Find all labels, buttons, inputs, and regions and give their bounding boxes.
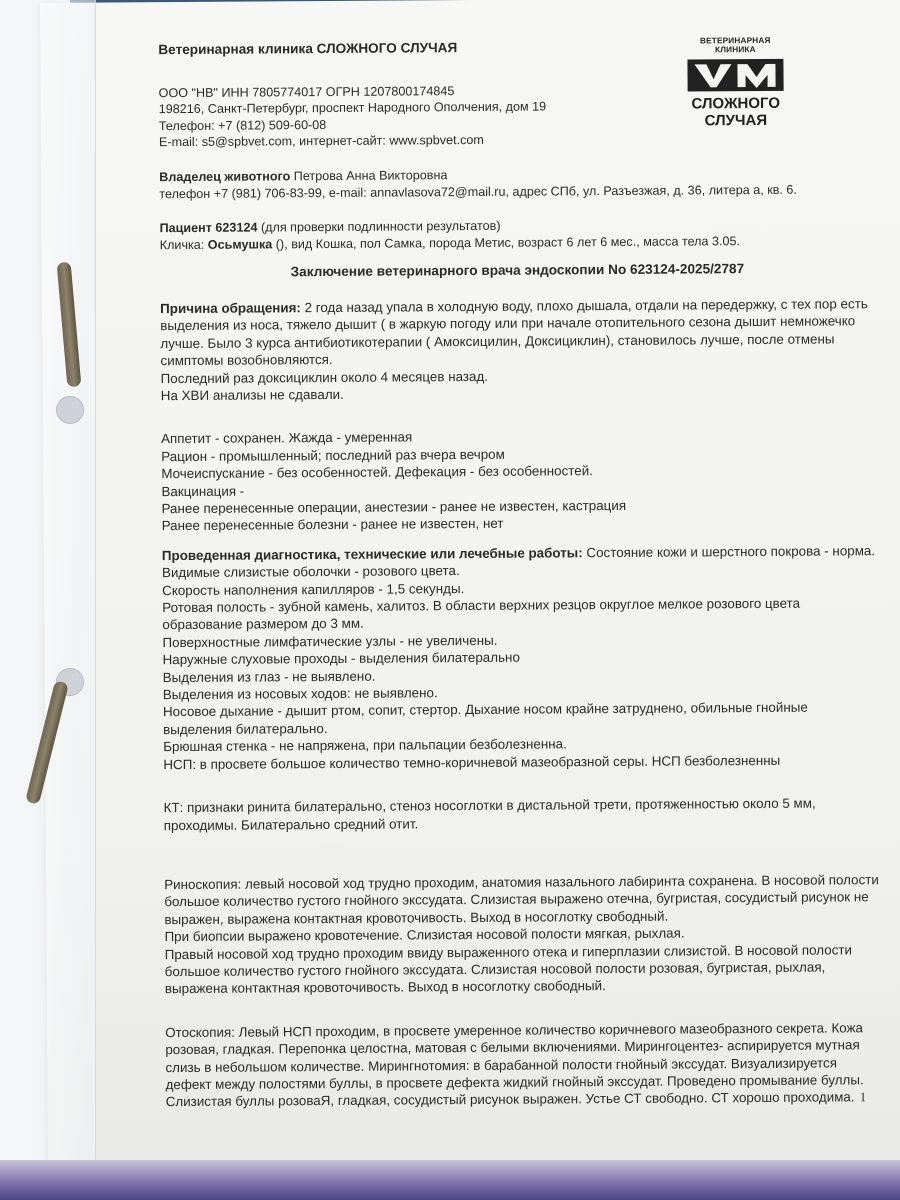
- clinic-phone: Телефон: +7 (812) 509-60-08: [158, 117, 327, 133]
- anamnesis-line: Вакцинация -: [161, 483, 245, 499]
- patient-note: (для проверки подлинности результатов): [257, 218, 501, 235]
- clinic-contacts: E-mail: s5@spbvet.com, интернет-сайт: www.spbvet.com: [158, 133, 484, 150]
- anamnesis-line: Ранее перенесенные операции, анестезии - ранее не известен, кастрация: [161, 497, 627, 517]
- owner-label: Владелец животного: [159, 169, 291, 185]
- diagnostics-section: [162, 542, 879, 773]
- nick-label: Кличка:: [159, 237, 208, 252]
- owner-contacts: телефон +7 (981) 706-83-99, e-mail: annavlasova72@mail.ru, адрес СПб, ул. Разъезжая, д. 36, литера а, кв. 6.: [159, 182, 797, 201]
- clinic-name: Ветеринарная клиника СЛОЖНОГО СЛУЧАЯ: [158, 40, 458, 58]
- diagnostics-line: Выделения из глаз - не выявлено.: [162, 668, 376, 685]
- rhinoscopy-section: [164, 871, 880, 998]
- reason-text: [160, 295, 875, 370]
- diagnostics-line: Поверхностные лимфатические узлы - не увеличены.: [162, 632, 498, 651]
- reason-body: 2 года назад упала в холодную воду, плохо дышала, отдали на передержку, с тех пор есть выделения из носа, тяжело дышит ( в жаркую погоду или при начале отопительного сезона дышит немножечко лучше. Было 3 курса антибиотикотерапии ( Амоксицилин, Доксициклин), становилось лучше, после отмены симптомы возобновляются.: [160, 296, 868, 369]
- diagnostics-line: Наружные слуховые проходы - выделения билатерально: [162, 649, 520, 668]
- reason-extra-1: Последний раз доксициклин около 4 месяцев назад.: [160, 368, 489, 386]
- logo-top-text: ВЕТЕРИНАРНАЯ КЛИНИКА: [699, 35, 771, 55]
- anamnesis-line: Мочеиспускание - без особенностей. Дефекация - без особенностей.: [161, 463, 593, 482]
- clinic-address: 198216, Санкт-Петербург, проспект Народного Ополчения, дом 19: [158, 99, 547, 117]
- reason-section: [160, 295, 876, 404]
- folder-sleeve: [0, 0, 96, 1180]
- anamnesis-line: Ранее перенесенные болезни - ранее не известен, нет: [161, 516, 504, 534]
- diagnostics-label: Проведенная диагностика, технические или лечебные работы:: [161, 545, 583, 563]
- diagnostics-line: Выделения из носовых ходов: не выявлено.: [162, 685, 438, 703]
- patient-nick: Осьмушка: [207, 237, 273, 252]
- owner-name: Петрова Анна Викторовна: [290, 168, 448, 184]
- binder-hole-top: [56, 396, 84, 424]
- otoscopy-section: [165, 1019, 881, 1111]
- patient-info: (), вид Кошка, пол Самка, порода Метис, возраст 6 лет 6 мес., масса тела 3.05.: [272, 233, 741, 252]
- diagnostics-line: Видимые слизистые оболочки - розового цвета.: [161, 563, 460, 581]
- rhinoscopy-paragraph: Правый носовой ход трудно проходим ввиду выраженного отека и гиперплазии слизистой. В носовой полости большое количество густого гнойного экссудата. Слизистая носовой полости розовая, бугристая, рыхлая, выражена контактная кровоточивость. Выход в носоглотку свободный.: [164, 941, 853, 997]
- diagnostics-line: Скорость наполнения капилляров - 1,5 секунды.: [162, 580, 465, 598]
- rhinoscopy-paragraph: Риноскопия: левый носовой ход трудно проходим, анатомия назального лабиринта сохранена. В носовой полости большое количество густого гнойного экссудата. Слизистая выражено отечна, бугристая, сосудистый рисунок не выражен, выражена контактная кровоточивость. Выход в носоглотку свободный.: [164, 872, 879, 927]
- folder-edge: [0, 1160, 900, 1200]
- ct-text: КТ: признаки ринита билатерально, стеноз носоглотки в дистальной трети, протяженностью около 5 мм, проходимы. Билатерально средний отит.: [163, 795, 816, 833]
- company-info: ООО "НВ" ИНН 7805774017 ОГРН 1207800174845: [158, 83, 455, 100]
- anamnesis-line: Аппетит - сохранен. Жажда - умеренная: [161, 429, 413, 447]
- page-number: 1: [859, 1089, 867, 1105]
- otoscopy-text: Отоскопия: Левый НСП проходим, в просвете умеренное количество коричневого мазеобразного секрета. Кожа розовая, гладкая. Перепонка целостна, матовая с белыми включениями. Мирингоцентез- аспирируется мутная слизь в небольшом количестве. Мирингнотомия: в барабанной полости гнойный экссудат. Визуализируется дефект между полостями буллы, в просвете дефекта жидкий гнойный экссудат. Проведено промывание буллы. Слизистая буллы розоваЯ, гладкая, сосудистый рисунок выражен. Устье СТ свободно. СТ хорошо проходима.: [165, 1020, 864, 1110]
- anamnesis-line: Рацион - промышленный; последний раз вчера вечром: [161, 446, 505, 464]
- document-page: [40, 0, 900, 1183]
- document-title: Заключение ветеринарного врача эндоскопии No 623124-2025/2787: [290, 261, 745, 280]
- diagnostics-line: Брюшная стенка - не напряжена, при пальпации безболезненна.: [163, 736, 567, 755]
- reason-extra-2: На ХВИ анализы не сдавали.: [160, 386, 344, 404]
- diagnostics-line: НСП: в просвете большое количество темно-коричневой мазеобразной серы. НСП безболезненны: [163, 752, 781, 772]
- anamnesis-section: [161, 426, 877, 535]
- logo-line-2: СЛУЧАЯ: [704, 111, 768, 130]
- diagnostics-intro-text: Состояние кожи и шерстного покрова - норма.: [582, 542, 876, 561]
- ct-section: [164, 794, 879, 834]
- rhinoscopy-paragraph: При биопсии выражено кровотечение. Слизистая носовой полости мягкая, рыхлая.: [164, 925, 685, 945]
- logo-line-1: СЛОЖНОГО: [691, 94, 781, 113]
- document-content: [158, 37, 880, 1111]
- diagnostics-line: Носовое дыхание - дышит ртом, сопит, стертор. Дыхание носом крайне затруднено, обильные гнойные выделения билатерально.: [162, 700, 808, 738]
- patient-label: Пациент 623124: [159, 220, 258, 236]
- diagnostics-line: Ротовая полость - зубной камень, халитоз. В области верхних резцов округлое мелкое розового цвета образование размером до 3 мм.: [162, 595, 801, 633]
- reason-label: Причина обращения:: [160, 300, 301, 317]
